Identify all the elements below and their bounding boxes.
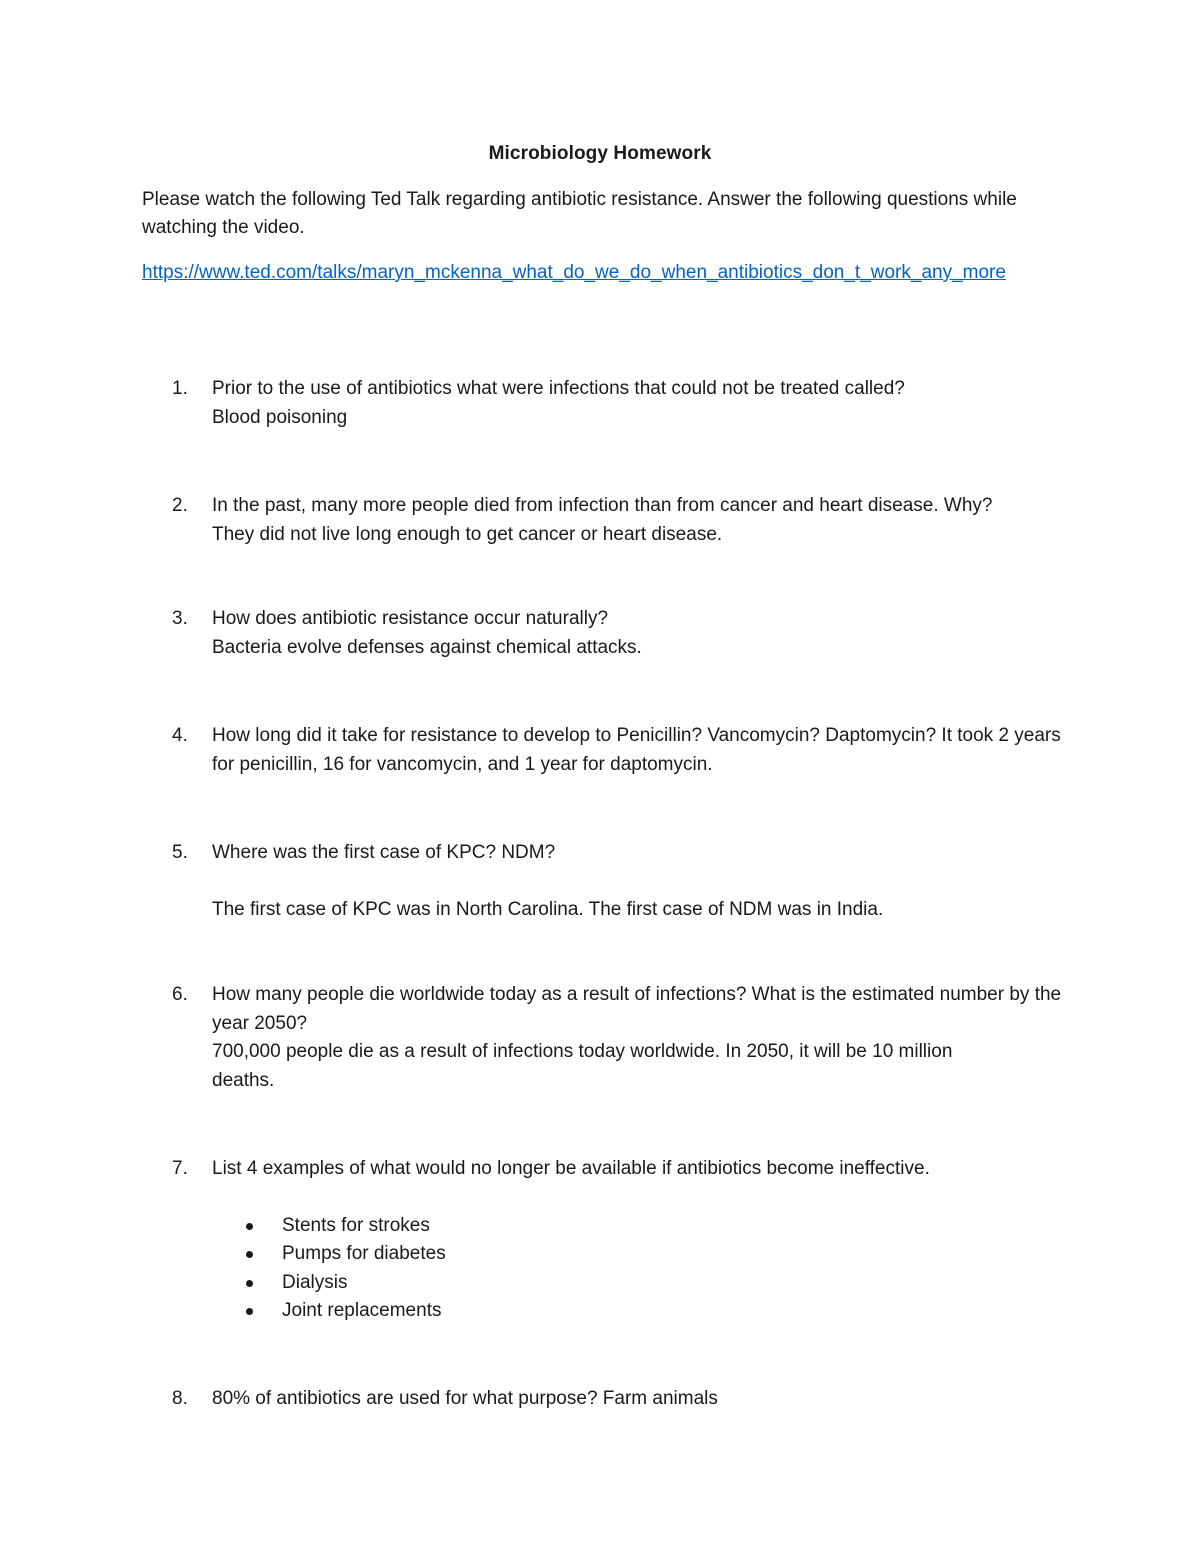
question-text: Where was the first case of KPC? NDM? [212, 842, 556, 863]
question-text: How does antibiotic resistance occur naturally? [212, 608, 609, 629]
bullet-list [244, 1212, 446, 1325]
question-item-8 [172, 1385, 1072, 1414]
question-item-7 [172, 1155, 1072, 1184]
question-item-5 [172, 839, 1072, 924]
question-number: 3. [172, 608, 188, 629]
bullet-icon [246, 1308, 253, 1315]
question-number: 6. [172, 984, 188, 1005]
question-text: List 4 examples of what would no longer be available if antibiotics become ineffective. [212, 1158, 930, 1179]
question-number: 7. [172, 1158, 188, 1179]
question-item-2 [172, 492, 1072, 549]
question-text: Prior to the use of antibiotics what were infections that could not be treated called? [212, 378, 905, 399]
answer-text: The first case of KPC was in North Carolina. The first case of NDM was in India. [212, 898, 884, 920]
answer-text: They did not live long enough to get cancer or heart disease. [212, 523, 723, 545]
question-text: In the past, many more people died from infection than from cancer and heart disease. Why? [212, 495, 993, 516]
intro-paragraph: Please watch the following Ted Talk regarding antibiotic resistance. Answer the following questions while watching the video. [142, 189, 1017, 238]
question-item-1 [172, 375, 1072, 432]
ted-talk-link[interactable]: https://www.ted.com/talks/maryn_mckenna_what_do_we_do_when_antibiotics_don_t_work_any_more [142, 262, 1006, 283]
answer-text: Blood poisoning [212, 406, 348, 428]
question-number: 2. [172, 495, 188, 516]
bullet-icon [246, 1223, 253, 1230]
list-item: Stents for strokes [244, 1212, 446, 1240]
bullet-icon [246, 1251, 253, 1258]
question-number: 8. [172, 1388, 188, 1409]
question-number: 1. [172, 378, 188, 399]
list-item: Pumps for diabetes [244, 1240, 446, 1268]
question-number: 4. [172, 725, 188, 746]
question-text: How many people die worldwide today as a result of infections? What is the estimated number by the year 2050? [212, 984, 1062, 1034]
question-item-4 [172, 722, 1072, 779]
list-item: Joint replacements [244, 1297, 446, 1325]
bullet-icon [246, 1280, 253, 1287]
question-item-6 [172, 981, 1072, 1095]
answer-text: Bacteria evolve defenses against chemical attacks. [212, 636, 642, 658]
question-number: 5. [172, 842, 188, 863]
question-text: How long did it take for resistance to develop to Penicillin? Vancomycin? Daptomycin? It took 2 years for penicillin, 16 for vancomycin, and 1 year for daptomycin. [212, 725, 1061, 775]
answer-text: 700,000 people die as a result of infections today worldwide. In 2050, it will be 10 million deaths. [212, 1041, 953, 1091]
list-item: Dialysis [244, 1269, 446, 1297]
document-title: Microbiology Homework [488, 143, 712, 164]
question-item-3 [172, 605, 1072, 662]
question-text: 80% of antibiotics are used for what purpose? Farm animals [212, 1388, 718, 1409]
